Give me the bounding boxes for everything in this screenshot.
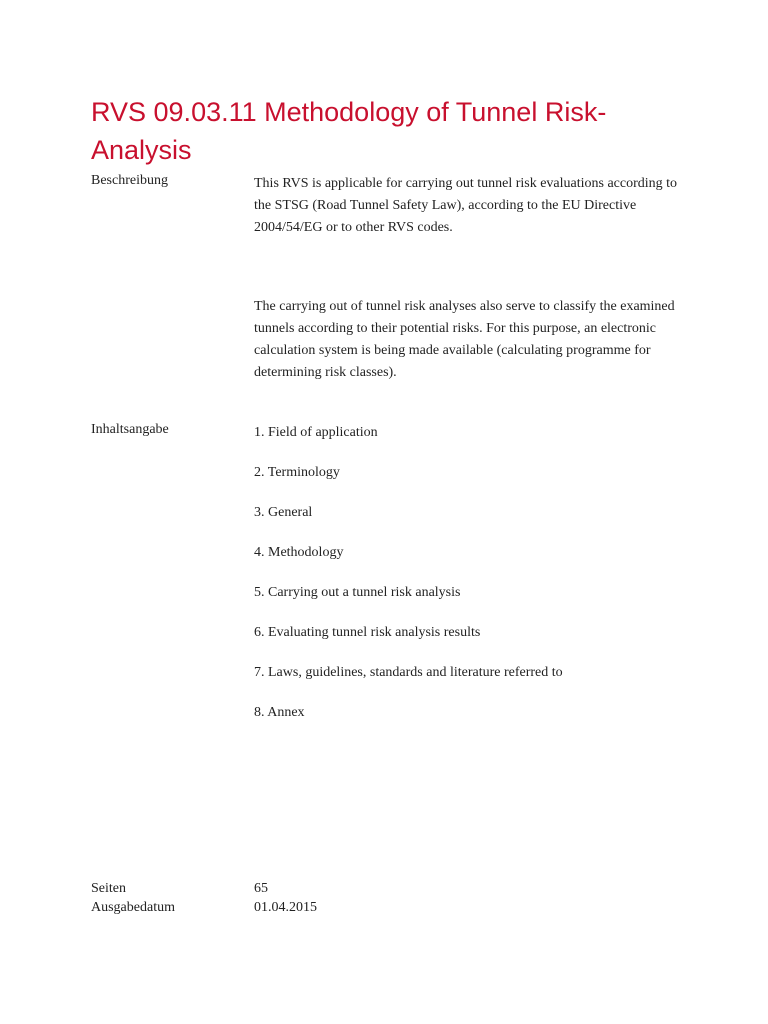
contents-label: Inhaltsangabe: [91, 422, 169, 437]
toc-item: 1. Field of application: [254, 425, 378, 440]
toc-item: 5. Carrying out a tunnel risk analysis: [254, 585, 461, 600]
description-paragraph-1: This RVS is applicable for carrying out tunnel risk evaluations according to the STSG (Road Tunnel Safety Law), according to the EU Directive 2004/54/EG or to other RVS codes.: [254, 176, 678, 235]
toc-item: 7. Laws, guidelines, standards and literature referred to: [254, 665, 563, 680]
description-paragraph-2: The carrying out of tunnel risk analyses also serve to classify the examined tunnels according to their potential risks. For this purpose, an electronic calculation system is being made available (calculating programme for determining risk classes).: [254, 299, 675, 380]
issue-date-label: Ausgabedatum: [91, 900, 175, 915]
issue-date-value: 01.04.2015: [254, 900, 317, 915]
toc-item: 3. General: [254, 505, 313, 520]
toc-item: 6. Evaluating tunnel risk analysis results: [254, 625, 481, 640]
document-title: RVS 09.03.11 Methodology of Tunnel Risk-Analysis: [91, 97, 607, 165]
toc-item: 4. Methodology: [254, 545, 344, 560]
toc-item: 8. Annex: [254, 705, 305, 720]
description-label: Beschreibung: [91, 173, 168, 188]
pages-value: 65: [254, 881, 268, 896]
pages-label: Seiten: [91, 881, 126, 896]
toc-item: 2. Terminology: [254, 465, 340, 480]
table-of-contents: [254, 422, 563, 742]
